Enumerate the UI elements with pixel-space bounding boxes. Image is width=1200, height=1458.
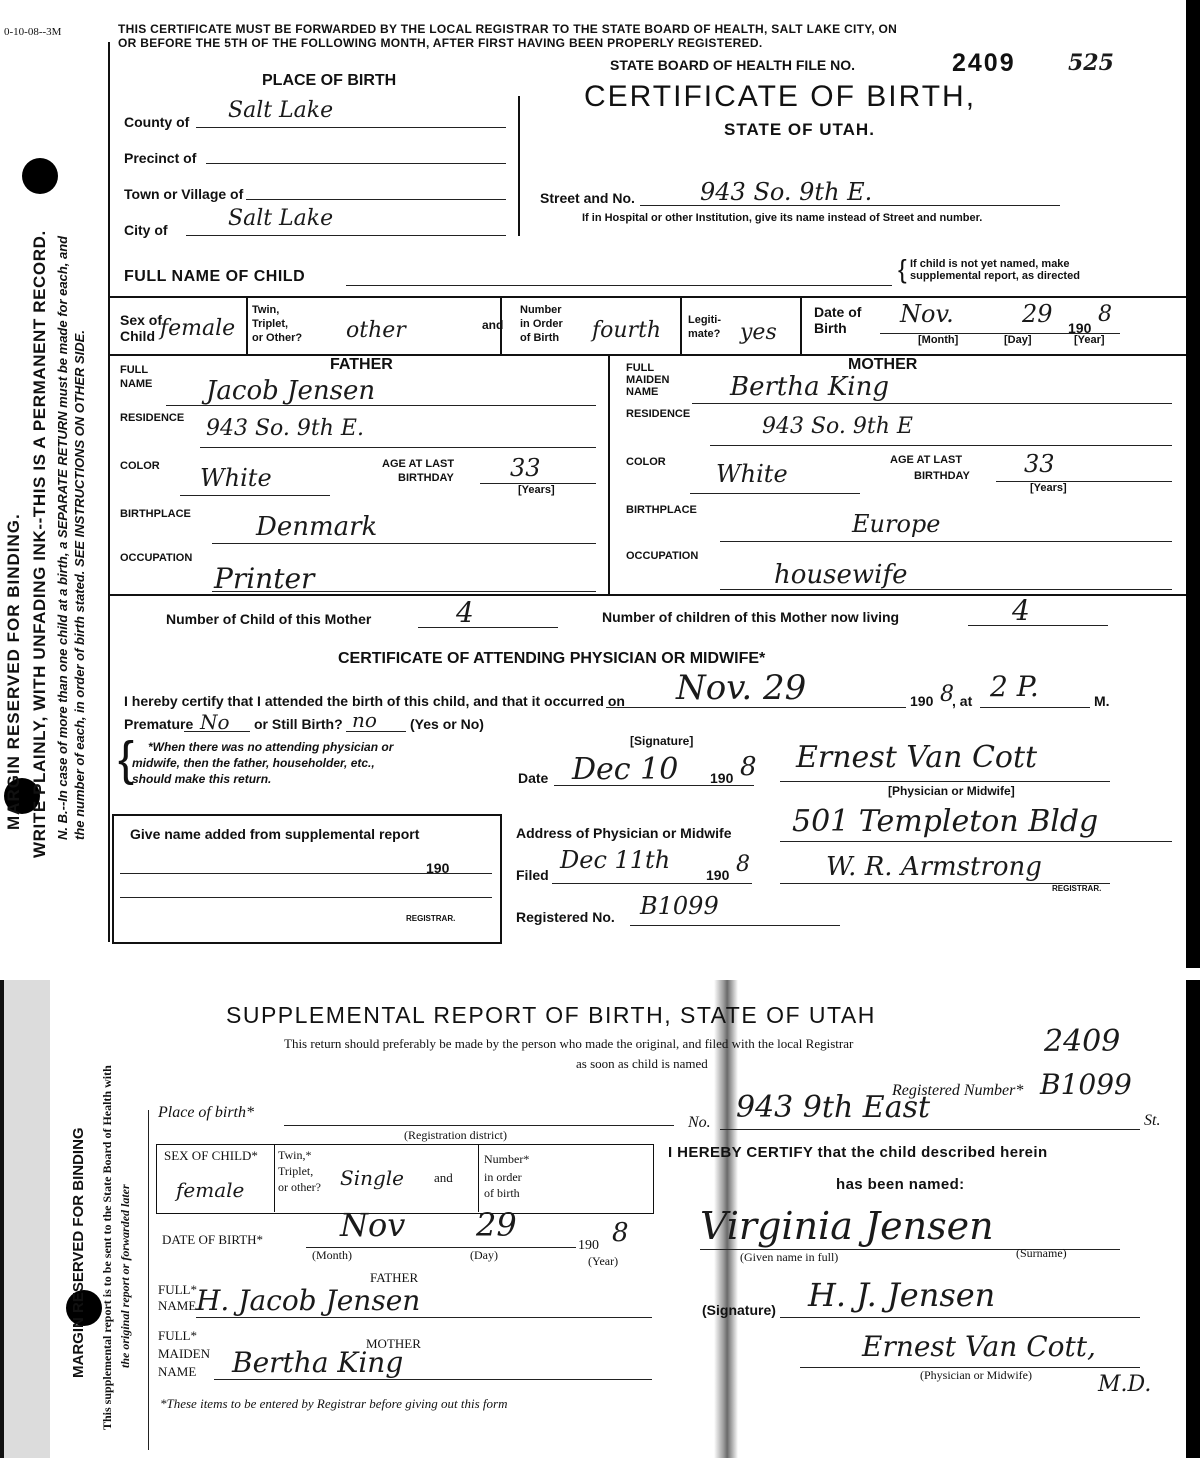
sex-label-2: Child xyxy=(120,328,155,344)
supplemental-twin-label-3: or other? xyxy=(278,1180,321,1194)
supplemental-right-edge xyxy=(1186,980,1200,1458)
father-birthplace-label: BIRTHPLACE xyxy=(120,508,191,520)
address-value: 501 Templeton Bldg xyxy=(792,804,1099,839)
dob-month: Nov. xyxy=(900,300,954,328)
premature-line xyxy=(184,730,250,732)
mother-color-label: COLOR xyxy=(626,456,666,468)
city-value: Salt Lake xyxy=(228,206,334,231)
legit-label-2: mate? xyxy=(688,328,721,340)
father-residence-line xyxy=(200,446,596,448)
supplemental-mother-heading: MOTHER xyxy=(366,1336,421,1351)
precinct-line xyxy=(206,162,506,164)
sex-box-div-1 xyxy=(274,1144,275,1212)
mother-residence-value: 943 So. 9th E xyxy=(762,414,913,439)
father-name-label: NAME xyxy=(120,378,153,390)
town-line xyxy=(246,198,506,200)
father-age-label-2: BIRTHDAY xyxy=(398,472,454,484)
father-residence-value: 943 So. 9th E. xyxy=(206,416,364,441)
children-living-label: Number of children of this Mother now living xyxy=(602,609,900,625)
mother-birthplace-line xyxy=(720,540,1172,542)
supplemental-dob-label: DATE OF BIRTH* xyxy=(162,1232,264,1247)
father-occupation-line xyxy=(212,590,596,592)
full-name-line xyxy=(346,284,892,286)
mother-occupation-line xyxy=(720,588,1172,590)
supplemental-number-label-3: of birth xyxy=(484,1186,520,1200)
premature-label: Premature xyxy=(124,716,194,732)
legit-value: yes xyxy=(740,320,777,345)
hospital-note: If in Hospital or other Institution, give its name instead of Street and number. xyxy=(582,212,983,224)
street-st-label: St. xyxy=(1144,1112,1161,1129)
midwife-note-2: midwife, then the father, householder, etc., xyxy=(132,756,375,770)
date-year-suffix: 8 xyxy=(740,752,757,782)
twin-label-2: Triplet, xyxy=(252,318,289,330)
children-living-value: 4 xyxy=(1012,594,1030,627)
sex-row-div-4 xyxy=(800,296,802,354)
street-no-value: 943 9th East xyxy=(736,1090,931,1125)
supplemental-subtitle-2: as soon as child is named xyxy=(576,1056,708,1071)
certify-date: Nov. 29 xyxy=(676,668,807,708)
certify-time-line xyxy=(980,706,1090,708)
father-name-line xyxy=(166,404,596,406)
supplemental-physician-signature: Ernest Van Cott, xyxy=(862,1330,1096,1363)
premature-value: No xyxy=(200,710,230,734)
file-number-label: STATE BOARD OF HEALTH FILE NO. xyxy=(610,57,855,73)
supplemental-day-caption: (Day) xyxy=(470,1248,498,1262)
surname-caption: (Surname) xyxy=(1016,1246,1067,1260)
supplemental-box-line-2 xyxy=(120,896,492,898)
sex-row-div-3 xyxy=(680,296,682,354)
supplemental-certify-1: I HEREBY CERTIFY that the child described herein xyxy=(668,1144,1048,1161)
mother-age-label-2: BIRTHDAY xyxy=(914,470,970,482)
year-caption: [Year] xyxy=(1074,334,1105,346)
supplemental-dob-year-prefix: 190 xyxy=(578,1238,599,1253)
supplemental-title: SUPPLEMENTAL REPORT OF BIRTH, STATE OF UTAH xyxy=(226,1002,876,1028)
filed-label: Filed xyxy=(516,867,549,883)
certify-date-line xyxy=(606,706,906,708)
certify-time: 2 P. xyxy=(990,670,1039,703)
registrar-caption: REGISTRAR. xyxy=(1052,884,1102,893)
number-of-child-line xyxy=(418,626,558,628)
father-color-value: White xyxy=(200,464,272,492)
city-label: City of xyxy=(124,222,168,238)
mother-residence-line xyxy=(710,444,1172,446)
supplemental-md: M.D. xyxy=(1098,1372,1152,1397)
number-label-2: in Order xyxy=(520,318,563,330)
parents-divider xyxy=(608,354,610,594)
midwife-note-brace: { xyxy=(118,733,135,786)
midwife-note-1: *When there was no attending physician or xyxy=(148,740,394,754)
father-years-caption: [Years] xyxy=(518,484,555,496)
physician-signature-line xyxy=(780,780,1110,782)
dob-day: 29 xyxy=(1022,300,1053,328)
name-note-brace: { xyxy=(898,254,907,284)
supplemental-twin-label-1: Twin,* xyxy=(278,1148,312,1162)
supplemental-full-label: FULL* xyxy=(158,1282,197,1297)
supplemental-dob-year-suffix: 8 xyxy=(612,1218,629,1248)
filed-year-suffix: 8 xyxy=(736,852,750,877)
supplemental-sex-label: SEX OF CHILD* xyxy=(164,1148,258,1163)
supplemental-subtitle-1: This return should preferably be made by the person who made the original, and filed with the local Registrar xyxy=(284,1036,854,1051)
certificate-subtitle: STATE OF UTAH. xyxy=(724,120,875,139)
certify-at: , at xyxy=(952,693,973,709)
month-caption: [Month] xyxy=(918,334,959,346)
place-of-birth-line xyxy=(284,1124,674,1126)
county-label: County of xyxy=(124,114,190,130)
name-note-1: If child is not yet named, make xyxy=(910,258,1070,270)
mother-birthplace-value: Europe xyxy=(852,510,941,538)
supplemental-file-no: 2409 xyxy=(1044,1024,1121,1059)
mother-age-value: 33 xyxy=(1024,450,1055,478)
file-number-extra: 525 xyxy=(1068,50,1114,76)
address-label: Address of Physician or Midwife xyxy=(516,825,732,841)
left-binding-strip xyxy=(0,980,50,1458)
children-living-line xyxy=(968,624,1108,626)
supplemental-signature-line xyxy=(780,1316,1140,1318)
still-birth-line xyxy=(346,730,406,732)
physician-caption: [Physician or Midwife] xyxy=(888,784,1015,798)
sex-value: female xyxy=(160,316,236,341)
full-name-label: FULL NAME OF CHILD xyxy=(124,268,306,285)
supplemental-registered-value: B1099 xyxy=(1040,1068,1132,1101)
mother-name-label: NAME xyxy=(626,386,659,398)
binding-margin-line xyxy=(108,42,110,942)
certificate-title: CERTIFICATE OF BIRTH, xyxy=(584,80,977,113)
father-age-label-1: AGE AT LAST xyxy=(382,458,455,470)
nb-note-line1: N. B.--In case of more than one child at a birth, a SEPARATE RETURN must be made for each, and xyxy=(55,235,70,840)
supplemental-twin-label-2: Triplet, xyxy=(278,1164,314,1178)
mother-birthplace-label: BIRTHPLACE xyxy=(626,504,697,516)
write-plainly-text: WRITE PLAINLY, WITH UNFADING INK--THIS IS A PERMANENT RECORD. xyxy=(30,230,49,858)
county-line xyxy=(196,126,506,128)
left-edge xyxy=(0,980,4,1458)
supplemental-dob-month: Nov xyxy=(340,1206,406,1244)
form-code: 0-10-08--3M xyxy=(4,26,62,38)
supplemental-maiden-label: MAIDEN xyxy=(158,1346,210,1361)
address-line xyxy=(780,840,1172,842)
date-value: Dec 10 xyxy=(572,752,679,787)
number-of-child-label: Number of Child of this Mother xyxy=(166,611,372,627)
child-name-value: Virginia Jensen xyxy=(700,1204,994,1248)
place-of-birth-heading: PLACE OF BIRTH xyxy=(262,72,397,89)
mother-occupation-label: OCCUPATION xyxy=(626,550,699,562)
midwife-note-3: should make this return. xyxy=(132,772,272,786)
and-label: and xyxy=(482,318,504,332)
father-occupation-label: OCCUPATION xyxy=(120,552,193,564)
supplemental-signature-label: (Signature) xyxy=(702,1302,776,1318)
filed-year-prefix: 190 xyxy=(706,867,730,883)
place-of-birth-label: Place of birth* xyxy=(158,1104,254,1121)
margin-reserved-text: MARGIN RESERVED FOR BINDING. xyxy=(4,513,23,830)
dob-label-2: Birth xyxy=(814,320,847,336)
supplemental-registered-label: Registered Number* xyxy=(892,1082,1024,1099)
supplemental-footnote: *These items to be entered by Registrar before giving out this form xyxy=(160,1396,508,1411)
date-label: Date xyxy=(518,770,549,786)
supplemental-name-label: NAME xyxy=(158,1298,197,1313)
yes-or-no: (Yes or No) xyxy=(410,716,484,732)
number-label-1: Number xyxy=(520,304,562,316)
supplemental-father-name: H. Jacob Jensen xyxy=(196,1284,421,1317)
father-residence-label: RESIDENCE xyxy=(120,412,185,424)
mother-residence-label: RESIDENCE xyxy=(626,408,691,420)
signature-caption: [Signature] xyxy=(630,734,694,748)
father-name-value: Jacob Jensen xyxy=(206,376,376,406)
supplemental-box-year: 190 xyxy=(426,860,450,876)
dob-label-1: Date of xyxy=(814,304,862,320)
supplemental-physician-caption: (Physician or Midwife) xyxy=(920,1368,1032,1382)
supplemental-dob-day: 29 xyxy=(476,1206,517,1244)
header-line-1: THIS CERTIFICATE MUST BE FORWARDED BY THE LOCAL REGISTRAR TO THE STATE BOARD OF HEALTH, SALT LAKE CITY, ON xyxy=(118,22,898,36)
father-heading: FATHER xyxy=(330,356,393,373)
supplemental-margin-reserved: MARGIN RESERVED FOR BINDING xyxy=(70,1127,87,1378)
mother-age-label-1: AGE AT LAST xyxy=(890,454,963,466)
mother-occupation-value: housewife xyxy=(774,560,908,590)
county-value: Salt Lake xyxy=(228,98,334,123)
physician-signature: Ernest Van Cott xyxy=(796,740,1038,775)
still-birth-value: no xyxy=(352,708,377,732)
registrar-signature: W. R. Armstrong xyxy=(826,852,1042,882)
supplemental-box-label: Give name added from supplemental report xyxy=(130,826,420,842)
file-number-value: 2409 xyxy=(952,49,1016,77)
supplemental-box-registrar: REGISTRAR. xyxy=(406,914,456,923)
given-name-caption: (Given name in full) xyxy=(740,1250,839,1264)
supplemental-signature-value: H. J. Jensen xyxy=(808,1276,996,1314)
document-gap xyxy=(0,968,1200,980)
supplemental-twin-value: Single xyxy=(340,1166,405,1190)
supplemental-sex-value: female xyxy=(176,1178,245,1202)
father-color-label: COLOR xyxy=(120,460,160,472)
legit-label-1: Legiti- xyxy=(688,314,721,326)
place-of-birth-right-border xyxy=(518,96,520,236)
mother-name-line xyxy=(692,402,1172,404)
sex-row-div-1 xyxy=(246,296,248,354)
supplemental-margin-line xyxy=(148,1110,149,1450)
supplemental-and-label: and xyxy=(434,1170,453,1185)
mother-maiden-label: MAIDEN xyxy=(626,374,670,386)
supplemental-margin-note-1: This supplemental report is to be sent to the State Board of Health with xyxy=(100,1065,114,1430)
filed-value: Dec 11th xyxy=(560,846,671,874)
supplemental-full2-label: FULL* xyxy=(158,1328,197,1343)
twin-label-3: or Other? xyxy=(252,332,303,344)
certify-year-suffix: 8 xyxy=(940,682,954,707)
number-value: fourth xyxy=(592,318,662,343)
supplemental-mother-line xyxy=(214,1378,652,1380)
dob-year-prefix: 190 xyxy=(1068,320,1092,336)
supplemental-name2-label: NAME xyxy=(158,1364,197,1379)
supplemental-father-line xyxy=(196,1316,652,1318)
mother-color-line xyxy=(690,492,860,494)
supplemental-margin-note-2: the original report or forwarded later xyxy=(118,1184,132,1368)
street-label: Street and No. xyxy=(540,190,635,206)
mother-age-line xyxy=(996,480,1172,482)
registered-label: Registered No. xyxy=(516,909,615,925)
date-year-prefix: 190 xyxy=(710,770,734,786)
street-no-label: No. xyxy=(688,1114,711,1131)
certify-text: I hereby certify that I attended the birth of this child, and that it occurred on xyxy=(124,693,625,709)
number-of-child-value: 4 xyxy=(456,596,474,629)
certify-year-prefix: 190 xyxy=(910,693,934,709)
day-caption: [Day] xyxy=(1004,334,1032,346)
sex-box-div-2 xyxy=(478,1144,479,1212)
supplemental-certify-2: has been named: xyxy=(836,1176,965,1193)
city-line xyxy=(186,234,506,236)
mother-years-caption: [Years] xyxy=(1030,482,1067,494)
mother-full-label: FULL xyxy=(626,362,655,374)
registration-district: (Registration district) xyxy=(404,1128,507,1142)
header-line-2: OR BEFORE THE 5TH OF THE FOLLOWING MONTH, AFTER FIRST HAVING BEEN PROPERLY REGISTERED. xyxy=(118,36,763,50)
mother-color-value: White xyxy=(716,460,788,488)
mother-name-value: Bertha King xyxy=(730,372,890,402)
punch-hole-top xyxy=(22,158,58,194)
street-value: 943 So. 9th E. xyxy=(700,178,873,206)
scan-edge xyxy=(1186,0,1200,968)
supplemental-father-heading: FATHER xyxy=(370,1270,419,1285)
mother-heading: MOTHER xyxy=(848,356,918,373)
name-note-2: supplemental report, as directed xyxy=(910,270,1080,282)
still-birth-label: or Still Birth? xyxy=(254,716,343,732)
father-occupation-value: Printer xyxy=(214,562,315,595)
twin-value: other xyxy=(346,318,406,343)
town-label: Town or Village of xyxy=(124,186,244,202)
supplemental-report xyxy=(0,980,1200,1458)
registered-line xyxy=(630,924,840,926)
sex-row-bottom xyxy=(110,354,1186,356)
supplemental-number-label-2: in order xyxy=(484,1170,522,1184)
supplemental-number-label-1: Number* xyxy=(484,1152,530,1166)
physician-heading: CERTIFICATE OF ATTENDING PHYSICIAN OR MIDWIFE* xyxy=(338,650,766,667)
sex-row-top xyxy=(110,296,1186,298)
nb-note-line2: the number of each, in order of birth stated. SEE INSTRUCTIONS ON OTHER SIDE. xyxy=(72,330,87,840)
father-color-line xyxy=(180,494,330,496)
father-full-label: FULL xyxy=(120,364,149,376)
father-age-value: 33 xyxy=(510,454,541,482)
father-birthplace-value: Denmark xyxy=(256,512,378,542)
precinct-label: Precinct of xyxy=(124,150,197,166)
registered-value: B1099 xyxy=(640,892,719,920)
dob-year-suffix: 8 xyxy=(1098,302,1112,327)
street-no-line xyxy=(720,1128,1140,1130)
supplemental-month-caption: (Month) xyxy=(312,1248,352,1262)
father-birthplace-line xyxy=(212,542,596,544)
certify-m: M. xyxy=(1094,693,1110,709)
number-label-3: of Birth xyxy=(520,332,560,344)
supplemental-year-caption: (Year) xyxy=(588,1254,619,1268)
sex-label-1: Sex of xyxy=(120,312,163,328)
twin-label-1: Twin, xyxy=(252,304,280,316)
supplemental-mother-name: Bertha King xyxy=(232,1346,404,1379)
